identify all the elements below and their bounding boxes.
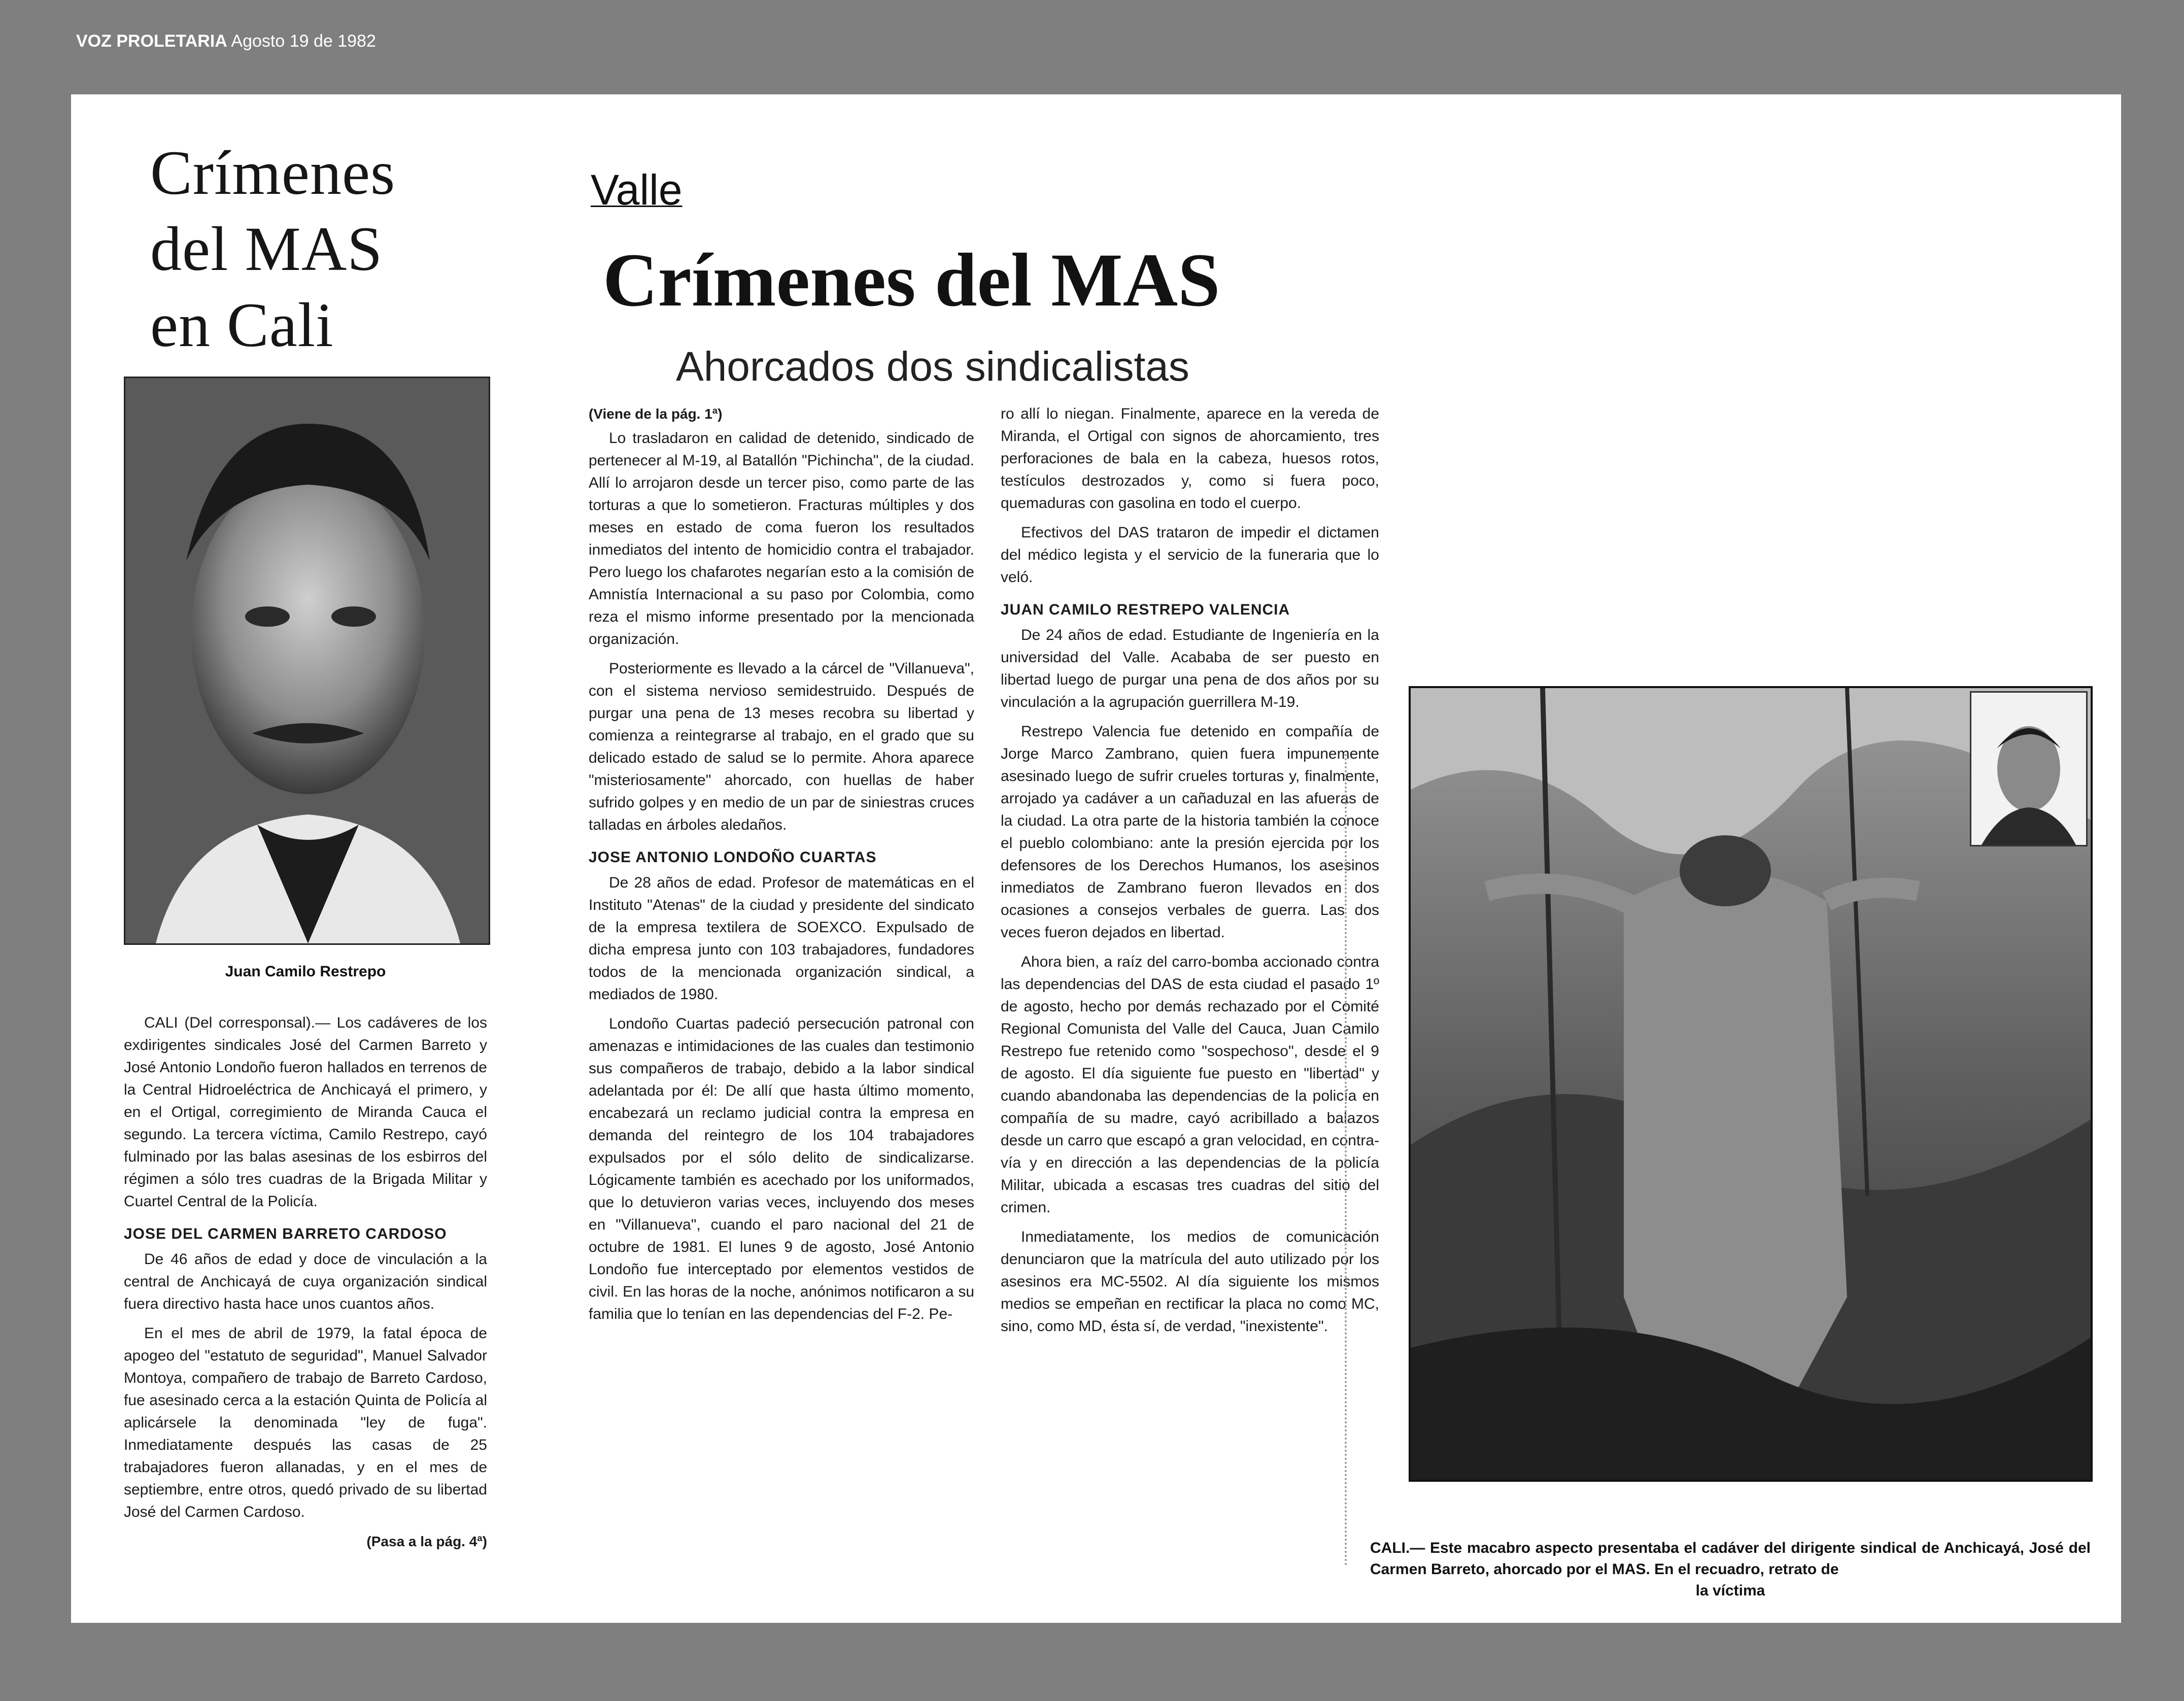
fold-divider: [1345, 754, 1347, 1566]
middle-column-2: [1001, 403, 1379, 1345]
left-title-line: en Cali: [150, 290, 334, 360]
section-heading: JOSE DEL CARMEN BARRETO CARDOSO: [124, 1226, 447, 1242]
photo-caption-text: CALI.— Este macabro aspecto presentaba el cadáver del dirigente sindical de Anchicayá, José del Carmen Barreto, ahorcado por el MAS. En el recuadro, retrato de: [1370, 1540, 2091, 1578]
paragraph: Restrepo Valencia fue detenido en compañía de Jorge Marco Zambrano, quien fuera impunemente asesinado luego de sufrir crueles torturas y, finalmente, arrojado ya cadáver a un cañaduzal en las afueras de la ciudad. La otra parte de la historia también la conoce el pueblo colombiano: ante la presión ejercida por los defensores de los Derechos Humanos, los asesinos inmediatos de Zambrano fueron llevados en dos ocasiones a consejos verbales de guerra. Las dos veces fueron dejados en libertad.: [1001, 723, 1379, 941]
paragraph: Londoño Cuartas padeció persecución patronal con amenazas e intimidaciones de las cuales dan testimonio sus compañeros de trabajo, debido a la labor sindical adelantada por él: De allí que hasta último momento, encabezará un reclamo judicial contra la empresa en demanda del reintegro de los 104 trabajadores expulsados por el sólo delito de sindicalizarse. Lógicamente también es acechado por los uniformados, que lo detuvieron varias veces, incluyendo dos meses en "Villanueva", cuando el paro nacional del 21 de octubre de 1981. El lunes 9 de agosto, José Antonio Londoño fue interceptado por elementos vestidos de civil. En las horas de la noche, anónimos notificaron a su familia que lo tenían en las dependencias del F-2. Pe-: [589, 1015, 974, 1322]
portrait-caption: Juan Camilo Restrepo: [225, 963, 386, 980]
source-line: [76, 31, 376, 51]
paragraph: CALI (Del corresponsal).— Los cadáveres de los exdirigentes sindicales José del Carmen Barreto y José Antonio Londoño fueron hallados en terrenos de la Central Hidroeléctrica de Anchicayá el primero, y en el Ortigal, corregimiento de Miranda Cauca el segundo. La tercera víctima, Camilo Restrepo, cayó fulminado por las balas asesinas de los esbirros del régimen a sólo tres cuadras de la Brigada Militar y Cuartel Central de la Policía.: [124, 1014, 487, 1210]
middle-column-1: [589, 403, 974, 1333]
subheadline: Ahorcados dos sindicalistas: [676, 344, 1189, 390]
continued-from-note: (Viene de la pág. 1ª): [589, 406, 723, 422]
publication-name: VOZ PROLETARIA: [76, 31, 227, 51]
newspaper-clipping: [71, 94, 2121, 1623]
photo-caption-tail: la víctima: [1695, 1582, 1765, 1599]
section-heading: JOSE ANTONIO LONDOÑO CUARTAS: [589, 849, 877, 866]
paragraph: De 24 años de edad. Estudiante de Ingeniería en la universidad del Valle. Acababa de ser puesto en libertad luego de purgar una pena de dos años por su vinculación a la agrupación guerrillera M-19.: [1001, 627, 1379, 710]
left-title-line: Crímenes: [150, 138, 396, 208]
paragraph: En el mes de abril de 1979, la fatal época de apogeo del "estatuto de seguridad", Manuel Salvador Montoya, compañero de trabajo de Barreto Cardoso, fue asesinado cerca a la estación Quinta de Policía al aplicársele la denominada "ley de fuga". Inmediatamente después las casas de 25 trabajadores fueron allanadas, y en el mes de septiembre, entre otros, quedó privado de su libertad José del Carmen Cardoso.: [124, 1325, 487, 1520]
section-heading: JUAN CAMILO RESTREPO VALENCIA: [1001, 601, 1290, 618]
scene-photo: [1409, 686, 2093, 1482]
left-column: [124, 1012, 487, 1553]
paragraph: De 28 años de edad. Profesor de matemáticas en el Instituto "Atenas" de la ciudad y presidente del sindicato de la empresa textilera de SOEXCO. Expulsado de dicha empresa junto con 103 trabajadores, fundadores todos de la mencionada organización sindical, a mediados de 1980.: [589, 874, 974, 1003]
portrait-image: [125, 378, 489, 943]
victim-inset-portrait: [1970, 691, 2088, 846]
photo-caption: [1370, 1538, 2091, 1602]
paragraph: ro allí lo niegan. Finalmente, aparece en la vereda de Miranda, el Ortigal con signos de ahorcamiento, tres perforaciones de bala en la cabeza, huesos rotos, testículos destrozados y, como si fuera poco, quemaduras con gasolina en todo el cuerpo.: [1001, 405, 1379, 512]
left-title: [150, 135, 465, 363]
paragraph: De 46 años de edad y doce de vinculación a la central de Anchicayá de cuya organización sindical fuera directivo hasta hace unos cuantos años.: [124, 1251, 487, 1312]
portrait-photo: [124, 377, 490, 945]
left-title-line: del MAS: [150, 214, 383, 284]
paragraph: Ahora bien, a raíz del carro-bomba accionado contra las dependencias del DAS de esta ciudad el pasado 1º de agosto, hecho por demás rechazado por el Comité Regional Comunista del Valle del Cauca, Juan Camilo Restrepo fue retenido como "sospechoso", desde el 9 de agosto. El día siguiente fue puesto en "libertad" y cuando abandonaba las dependencias de la policía en compañía de su madre, cayó acribillado a balazos desde un carro que escapó a gran velocidad, en contra-vía y en dirección a las dependencias de la policía Militar, ubicada a escasas tres cuadras del sitio del crimen.: [1001, 954, 1379, 1216]
paragraph: Inmediatamente, los medios de comunicación denunciaron que la matrícula del auto utilizado por los asesinos era MC-5502. Al día siguiente los mismos medios se empeñan en rectificar la placa no como MC, sino, como MD, ésta sí, de verdad, "inexistente".: [1001, 1229, 1379, 1335]
main-headline: Crímenes del MAS: [603, 238, 1220, 322]
paragraph: Posteriormente es llevado a la cárcel de "Villanueva", con el sistema nervioso semidestruido. Después de purgar una pena de 13 meses recobra su libertad y comienza a reintegrarse al trabajo, en el grado que su delicado estado de salud se lo permite. Ahora aparece "misteriosamente" ahorcado, con huellas de haber sufrido golpes y en medio de un par de siniestras cruces talladas en árboles aledaños.: [589, 660, 974, 833]
paragraph: Efectivos del DAS trataron de impedir el dictamen del médico legista y el servicio de la funeraria que lo veló.: [1001, 524, 1379, 586]
section-label: Valle: [591, 166, 682, 214]
continued-note: (Pasa a la pág. 4ª): [366, 1534, 487, 1549]
publication-date: Agosto 19 de 1982: [231, 31, 376, 51]
inset-image: [1971, 693, 2086, 845]
paragraph: Lo trasladaron en calidad de detenido, sindicado de pertenecer al M-19, al Batallón "Pichincha", de la ciudad. Allí lo arrojaron desde un tercer piso, como parte de las torturas a que lo sometieron. Fracturas múltiples y dos meses en estado de coma fueron los resultados inmediatos del intento de homicidio contra el trabajador. Pero luego los chafarotes negarían esto a la comisión de Amnistía Internacional a su paso por Colombia, como reza el mismo informe presentado por la mencionada organización.: [589, 430, 974, 648]
